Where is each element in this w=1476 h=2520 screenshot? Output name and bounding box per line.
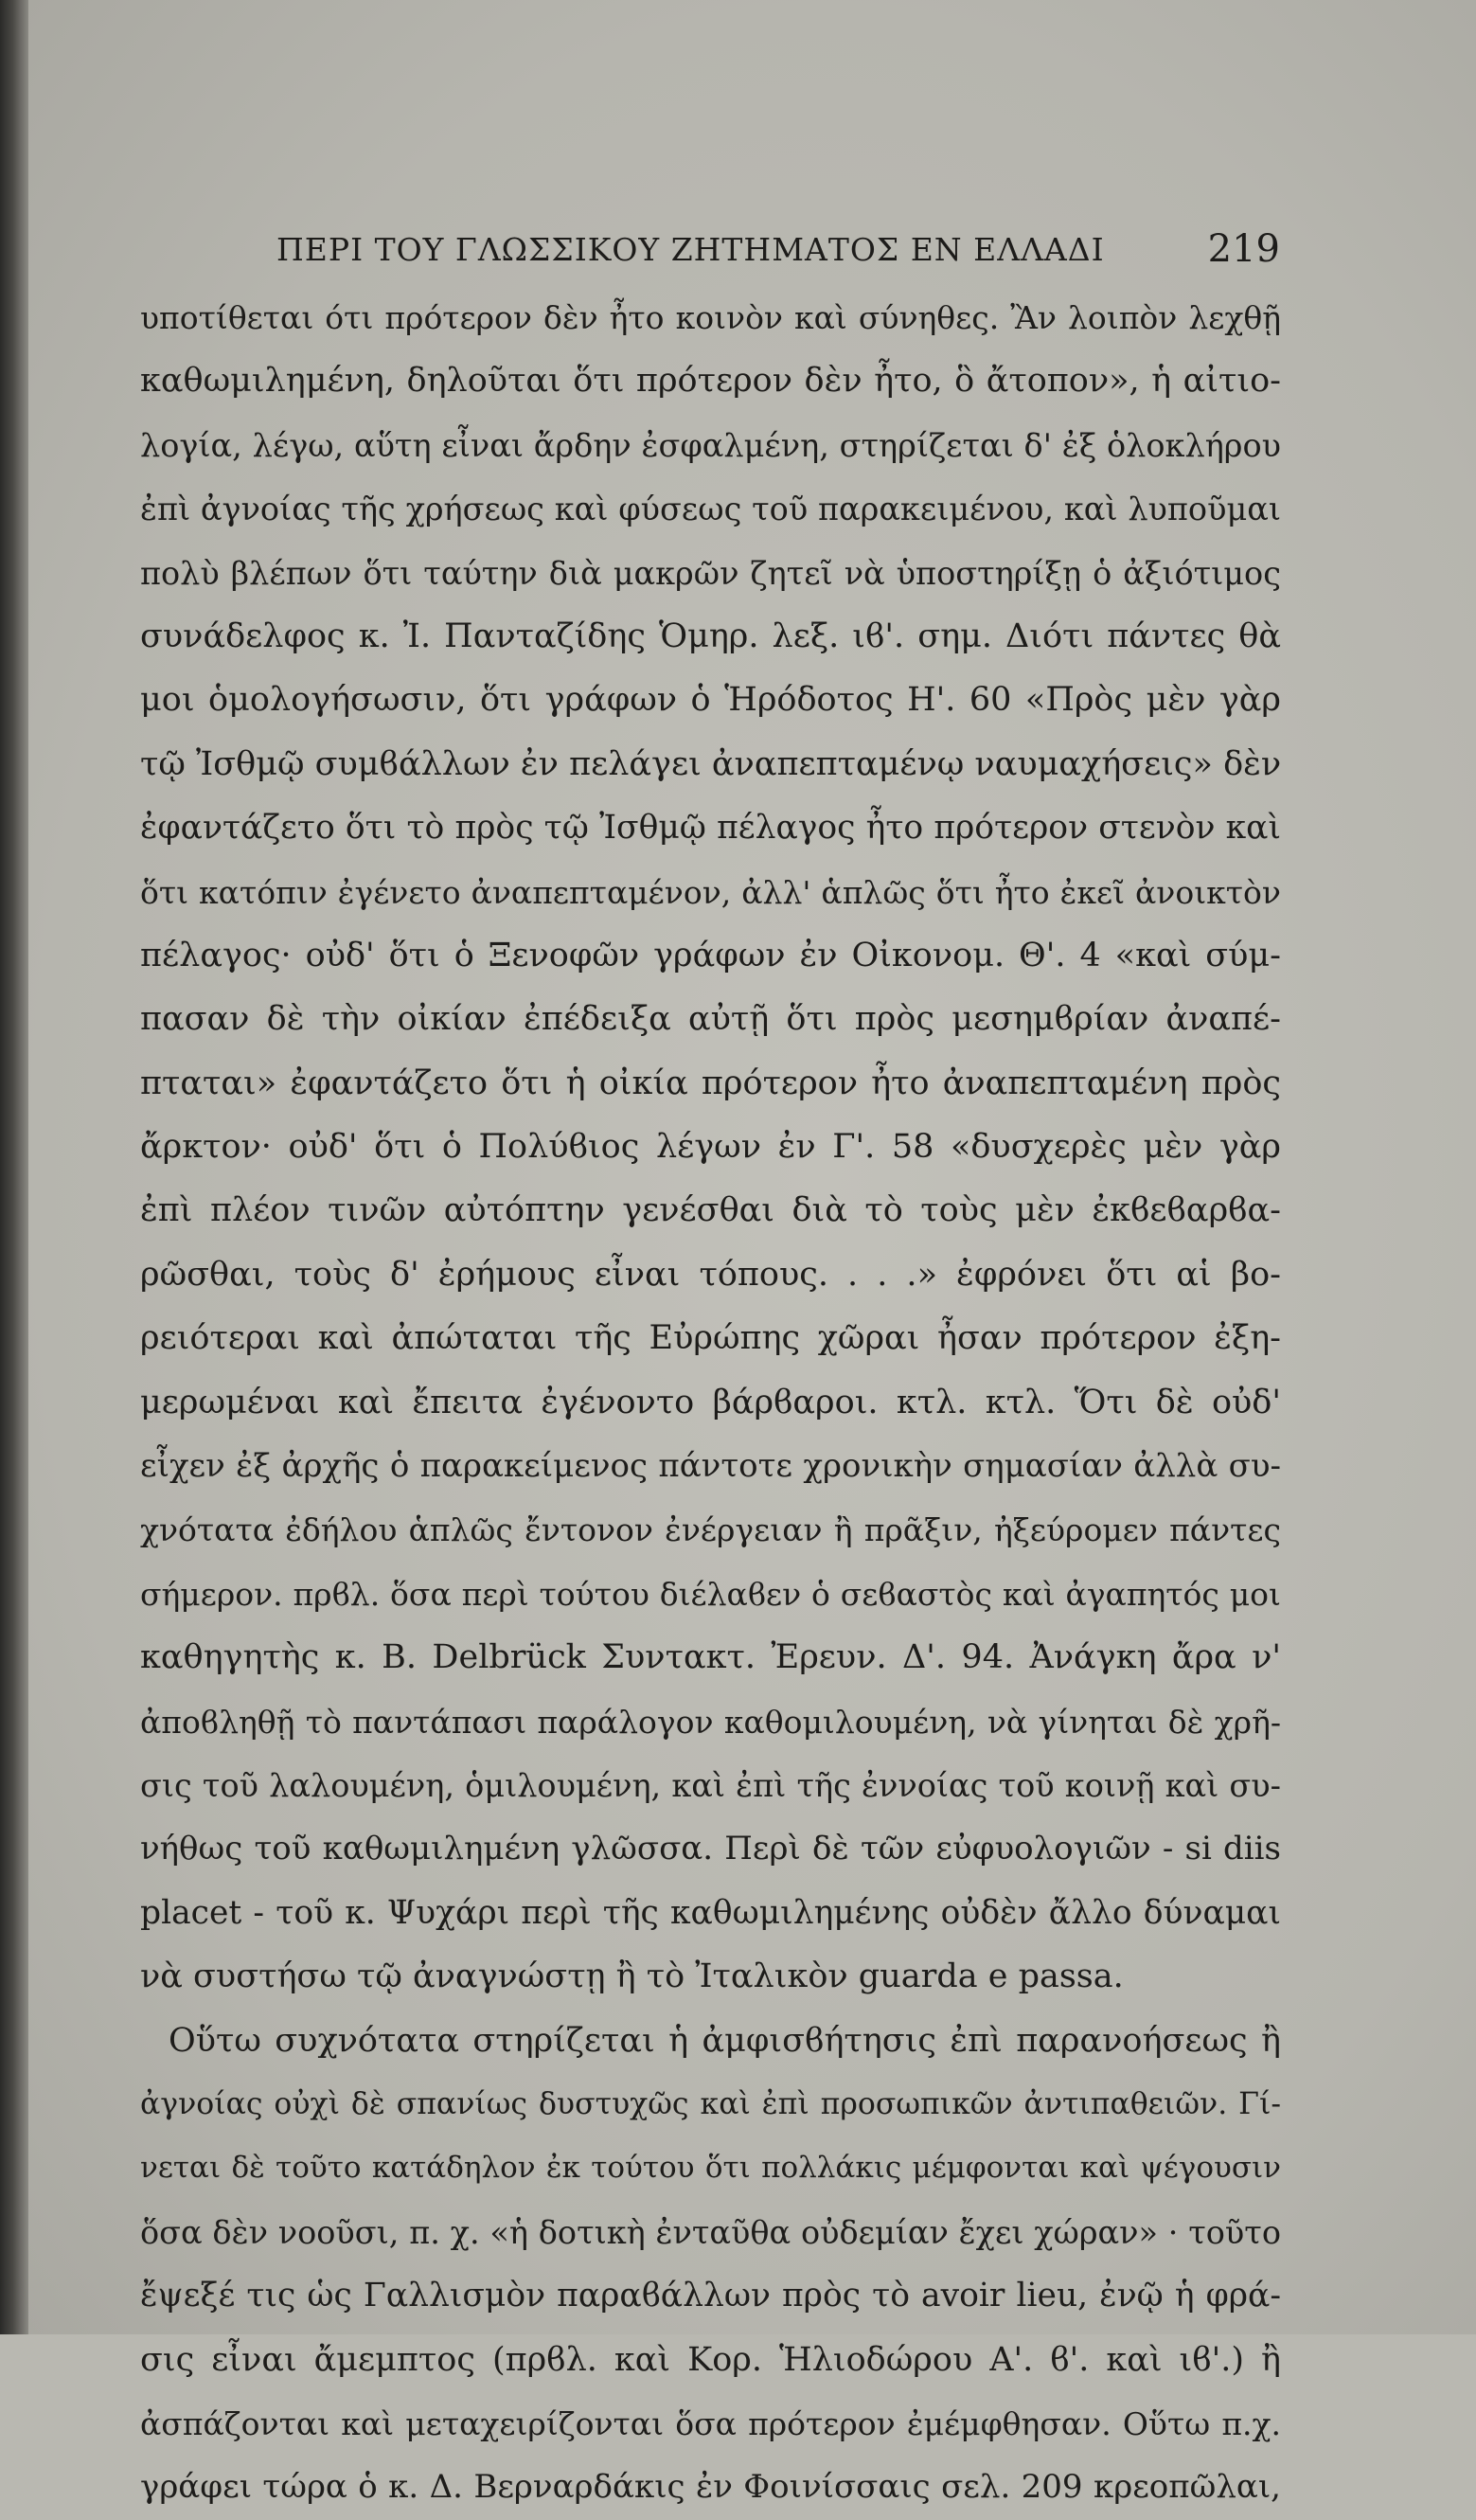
page-header xyxy=(276,220,1280,277)
text-line: τῷ Ἰσθμῷ συμϐάλλων ἐν πελάγει ἀναπεπταμένῳ ναυμαχήσεις» δὲν xyxy=(140,744,1282,783)
text-line: πασαν δὲ τὴν οἰκίαν ἐπέδειξα αὐτῇ ὅτι πρὸς μεσημϐρίαν ἀναπέ- xyxy=(140,1000,1281,1039)
text-line: χνότατα ἐδήλου ἁπλῶς ἔντονον ἐνέργειαν ἢ πρᾶξιν, ἠξεύρομεν πάντες xyxy=(140,1511,1281,1549)
text-line: γράφει τώρα ὁ κ. Δ. Βερναρδάκις ἐν Φοινίσσαις σελ. 209 κρεοπῶλαι, xyxy=(140,2468,1281,2507)
book-page xyxy=(28,0,1476,2507)
running-head: ΠΕΡΙ ΤΟΥ ΓΛΩΣΣΙΚΟΥ ΖΗΤΗΜΑΤΟΣ ΕΝ ΕΛΛΑΔΙ xyxy=(276,231,1105,268)
book-spine-shadow xyxy=(0,0,28,2334)
text-line: νεται δὲ τοῦτο κατάδηλον ἐκ τούτου ὅτι πολλάκις μέμφονται καὶ ψέγουσιν xyxy=(140,2151,1281,2186)
text-line: υποτίθεται ότι πρότερον δὲν ἦτο κοινὸν καὶ σύνηθες. Ἂν λοιπὸν λεχθῇ xyxy=(140,299,1281,336)
text-line: ἀγνοίας οὐχὶ δὲ σπανίως δυστυχῶς καὶ ἐπὶ προσωπικῶν ἀντιπαθειῶν. Γί- xyxy=(140,2086,1281,2121)
text-line: καθηγητὴς κ. B. Delbrück Συντακτ. Ἐρευν. Δ'. 94. Ἀνάγκη ἄρα ν' xyxy=(140,1638,1281,1677)
text-line: ἄρκτον· οὐδ' ὅτι ὁ Πολύϐιος λέγων ἐν Γ'. 58 «δυσχερὲς μὲν γὰρ xyxy=(140,1128,1281,1167)
text-line: εἶχεν ἐξ ἀρχῆς ὁ παρακείμενος πάντοτε χρονικὴν σημασίαν ἀλλὰ συ- xyxy=(140,1447,1281,1486)
text-line: πολὺ βλέπων ὅτι ταύτην διὰ μακρῶν ζητεῖ νὰ ὑποστηρίξῃ ὁ ἀξιότιμος xyxy=(140,554,1281,592)
text-line: πέλαγος· οὐδ' ὅτι ὁ Ξενοφῶν γράφων ἐν Οἰκονομ. Θ'. 4 «καὶ σύμ- xyxy=(140,936,1281,974)
text-line: ὅσα δὲν νοοῦσι, π. χ. «ἡ δοτικὴ ἐνταῦθα οὐδεμίαν ἔχει χώραν» · τοῦτο xyxy=(140,2213,1281,2251)
text-line: ἔψεξέ τις ὡς Γαλλισμὸν παραϐάλλων πρὸς τὸ avoir lieu, ἐνῷ ἡ φρά- xyxy=(140,2277,1281,2315)
text-line: Οὕτω συχνότατα στηρίζεται ἡ ἀμφισϐήτησις ἐπὶ παρανοήσεως ἢ xyxy=(169,2021,1281,2060)
text-line: πταται» ἐφαντάζετο ὅτι ἡ οἰκία πρότερον ἦτο ἀναπεπταμένη πρὸς xyxy=(140,1063,1281,1102)
text-line: μοι ὁμολογήσωσιν, ὅτι γράφων ὁ Ἡρόδοτος Η'. 60 «Πρὸς μὲν γὰρ xyxy=(140,681,1281,720)
text-line: σήμερον. πρϐλ. ὅσα περὶ τούτου διέλαϐεν ὁ σεϐαστὸς καὶ ἀγαπητός μοι xyxy=(140,1575,1281,1613)
text-line: ἀποϐληθῇ τὸ παντάπασι παράλογον καθομιλουμένη, νὰ γίνηται δὲ χρῆ- xyxy=(140,1703,1281,1741)
page-number: 219 xyxy=(1207,227,1280,271)
text-line: νήθως τοῦ καθωμιλημένη γλῶσσα. Περὶ δὲ τῶν εὐφυολογιῶν - si diis xyxy=(140,1830,1281,1868)
text-line: μερωμέναι καὶ ἔπειτα ἐγένοντο βάρϐαροι. κτλ. κτλ. Ὅτι δὲ οὐδ' xyxy=(140,1383,1281,1421)
text-line: συνάδελφος κ. Ἰ. Πανταζίδης Ὁμηρ. λεξ. ιϐ'. σημ. Διότι πάντες θὰ xyxy=(140,617,1281,655)
text-line: ρειότεραι καὶ ἀπώταται τῆς Εὐρώπης χῶραι ἦσαν πρότερον ἐξη- xyxy=(140,1319,1281,1358)
text-line: ὅτι κατόπιν ἐγένετο ἀναπεπταμένον, ἀλλ' ἁπλῶς ὅτι ἦτο ἐκεῖ ἀνοικτὸν xyxy=(140,873,1281,911)
text-line: ρῶσθαι, τοὺς δ' ἐρήμους εἶναι τόπους. . . .» ἐφρόνει ὅτι αἱ βο- xyxy=(140,1255,1281,1294)
text-line: νὰ συστήσω τῷ ἀναγνώστῃ ἢ τὸ Ἰταλικὸν guarda e passa. xyxy=(140,1957,1124,1996)
text-line: σις τοῦ λαλουμένη, ὁμιλουμένη, καὶ ἐπὶ τῆς ἐννοίας τοῦ κοινῇ καὶ συ- xyxy=(140,1766,1281,1804)
text-line: καθωμιλημένη, δηλοῦται ὅτι πρότερον δὲν ἦτο, ὃ ἄτοπον», ἡ αἰτιο- xyxy=(140,362,1281,401)
text-line: ἐπὶ ἀγνοίας τῆς χρήσεως καὶ φύσεως τοῦ παρακειμένου, καὶ λυποῦμαι xyxy=(140,491,1281,528)
text-line: λογία, λέγω, αὕτη εἶναι ἄρδην ἐσφαλμένη, στηρίζεται δ' ἐξ ὁλοκλήρου xyxy=(140,426,1281,464)
text-line: ἐπὶ πλέον τινῶν αὐτόπτην γενέσθαι διὰ τὸ τοὺς μὲν ἐκϐεϐαρϐα- xyxy=(140,1191,1281,1230)
text-line: σις εἶναι ἄμεμπτος (πρϐλ. καὶ Κορ. Ἡλιοδώρου Α'. ϐ'. καὶ ιϐ'.) ἢ xyxy=(140,2340,1281,2379)
text-line: placet - τοῦ κ. Ψυχάρι περὶ τῆς καθωμιλημένης οὐδὲν ἄλλο δύναμαι xyxy=(140,1893,1281,1932)
body-text xyxy=(140,286,1281,2520)
text-line: ἀσπάζονται καὶ μεταχειρίζονται ὅσα πρότερον ἐμέμφθησαν. Οὕτω π.χ. xyxy=(140,2404,1281,2442)
text-line: ἐφαντάζετο ὅτι τὸ πρὸς τῷ Ἰσθμῷ πέλαγος ἦτο πρότερον στενὸν καὶ xyxy=(140,809,1281,848)
